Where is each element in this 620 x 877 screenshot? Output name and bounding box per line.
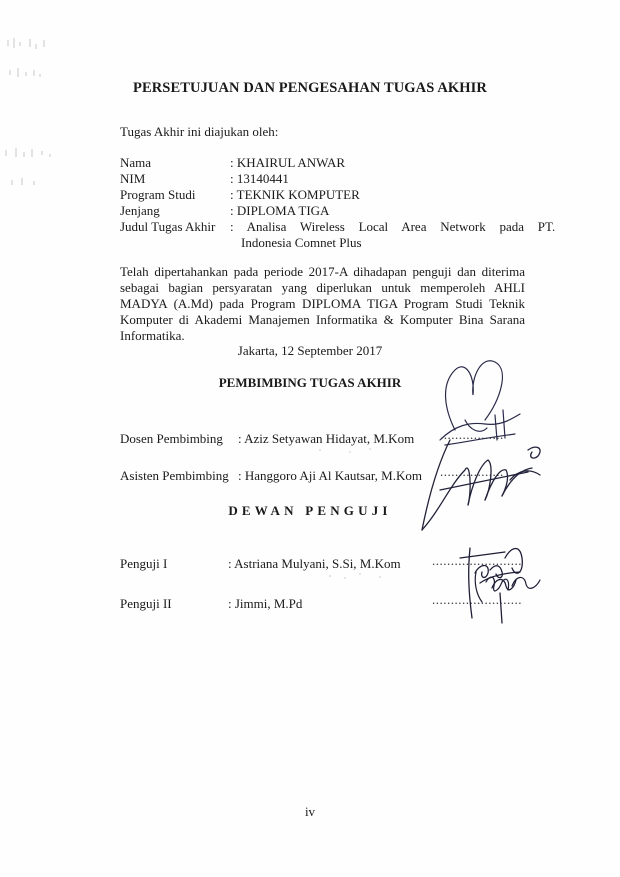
page-number: iv bbox=[304, 804, 316, 819]
advisor-name-dosen: : Aziz Setyawan Hidayat, M.Kom bbox=[238, 431, 415, 446]
examiner-name-2: : Jimmi, M.Pd bbox=[228, 596, 303, 611]
examiners-heading: DEWAN PENGUJI bbox=[228, 503, 392, 518]
advisors-heading: PEMBIMBING TUGAS AKHIR bbox=[218, 375, 402, 390]
page-title: PERSETUJUAN DAN PENGESAHAN TUGAS AKHIR bbox=[132, 80, 487, 96]
field-label-judul: Judul Tugas Akhir bbox=[120, 219, 216, 234]
signature-line-dosen: ................. bbox=[440, 427, 504, 442]
field-label-nim: NIM bbox=[120, 171, 146, 186]
signature-line-asisten: ................. bbox=[440, 464, 504, 479]
examiner-label-2: Penguji II bbox=[120, 596, 172, 611]
field-value-nim: : 13140441 bbox=[230, 171, 289, 186]
examiner-label-1: Penguji I bbox=[120, 556, 168, 571]
signature-examiner-1 bbox=[450, 528, 550, 628]
field-value-jenjang: : DIPLOMA TIGA bbox=[230, 203, 330, 218]
advisor-label-asisten: Asisten Pembimbing bbox=[120, 468, 229, 483]
field-value-judul-line2: Indonesia Comnet Plus bbox=[241, 235, 362, 250]
signature-line-examiner-2: ........................ bbox=[432, 592, 522, 607]
approval-paragraph: Telah dipertahankan pada periode 2017-A dihadapan penguji dan diterima sebagai bagian persyaratan yang diperlukan untuk memperoleh AHLI MADYA (A.Md) pada Program DIPLOMA TIGA Program Studi Teknik Komputer di Akademi Manajemen Informatika & Komputer Bina Sarana Informatika. bbox=[120, 264, 525, 343]
scan-artifact bbox=[310, 440, 400, 600]
field-value-program-studi: : TEKNIK KOMPUTER bbox=[230, 187, 360, 202]
place-date: Jakarta, 12 September 2017 bbox=[237, 343, 383, 358]
examiner-name-1: : Astriana Mulyani, S.Si, M.Kom bbox=[228, 556, 401, 571]
signature-dosen bbox=[425, 350, 535, 460]
field-value-judul: : Analisa Wireless Local Area Network pada PT. bbox=[230, 219, 556, 234]
field-label-program-studi: Program Studi bbox=[120, 187, 196, 202]
field-label-jenjang: Jenjang bbox=[120, 203, 160, 218]
scan-artifact bbox=[0, 30, 60, 200]
intro-text: Tugas Akhir ini diajukan oleh: bbox=[120, 124, 279, 139]
signature-line-examiner-1: ........................ bbox=[432, 553, 522, 568]
field-value-nama: : KHAIRUL ANWAR bbox=[230, 155, 346, 170]
signature-asisten bbox=[410, 430, 560, 550]
advisor-label-dosen: Dosen Pembimbing bbox=[120, 431, 223, 446]
field-label-nama: Nama bbox=[120, 155, 152, 170]
advisor-name-asisten: : Hanggoro Aji Al Kautsar, M.Kom bbox=[238, 468, 422, 483]
